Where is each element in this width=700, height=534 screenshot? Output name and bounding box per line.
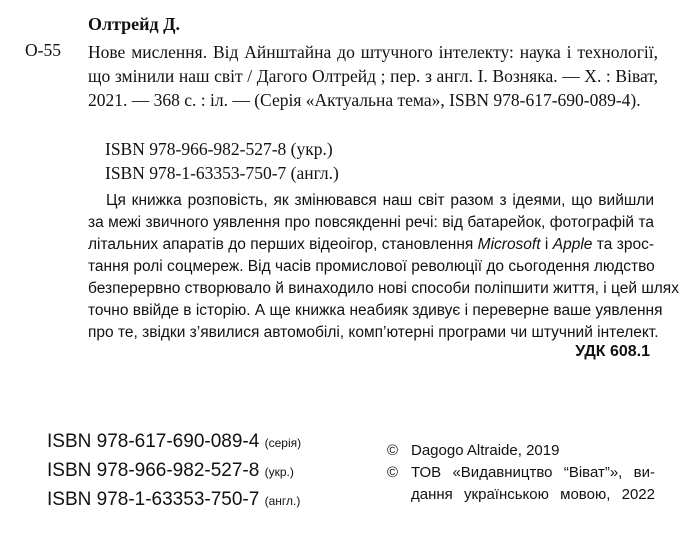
isbn-bottom-block [47,428,301,515]
copyright-author [387,440,655,462]
udk-code: УДК 608.1 [575,343,650,360]
copyright-icon: © [387,464,399,481]
isbn-eng: ISBN 978-1-63353-750-7 (англ.) [105,163,339,183]
author-name: Олтрейд Д. [88,14,181,34]
annotation-line: Ця книжка розповість, як змінювався наш світ разом з ідеями, що вийшли [106,192,654,209]
bibliographic-description: Нове мислення. Від Айнштайна до штучного інтелекту: наука і технології, що змінили наш світ / Дагого Олтрейд ; пер. з англ. І. Возняка. — Х. : Віват, 2021. — 368 с. : іл. — (Серія «Актуальна тема», ISBN 978-617-690-089-4). [88,42,658,110]
isbn-note: (англ.) [264,494,301,508]
catalog-code: О-55 [25,40,61,60]
isbn-bottom-row [47,486,301,515]
isbn-note: (серія) [264,436,302,450]
annotation-line: безперервно створювало й винаходило нові способи поліпшити життя, і цей шлях [88,280,679,297]
copyright-publisher [387,462,655,484]
copyright-block [387,440,655,506]
copyright-icon: © [387,442,399,459]
annotation-line: тання ролі соцмереж. Від часів промислової революції до сьогодення людство [88,258,655,275]
annotation [88,190,679,344]
isbn-bottom-row [47,428,301,457]
annotation-line: точно ввійде в історію. А ще книжка неабияк здивує і переверне ваше уявлення [88,302,663,319]
isbn-number: ISBN 978-617-690-089-4 [47,431,260,452]
brand-name: Apple [552,236,593,253]
isbn-ukr: ISBN 978-966-982-527-8 (укр.) [105,139,333,159]
brand-name: Microsoft [477,236,541,253]
annotation-line: за межі звичного уявлення про повсякденні речі: від батарейок, фотографій та [88,214,654,231]
annotation-line: літальних апаратів до перших відеоігор, становлення Microsoft і Apple та зрос- [88,236,654,253]
isbn-list [105,137,339,185]
copyright-author-text: Dagogo Altraide, 2019 [411,442,560,459]
annotation-line: про те, звідки з’явилися автомобілі, комп’ютерні програми чи штучний інтелект. [88,324,659,341]
isbn-note: (укр.) [264,465,294,479]
isbn-number: ISBN 978-1-63353-750-7 [47,489,260,510]
isbn-bottom-row [47,457,301,486]
copyright-publisher-text: ТОВ «Видавництво “Віват”», ви- [411,464,655,481]
isbn-number: ISBN 978-966-982-527-8 [47,460,260,481]
copyright-publisher-continued: дання українською мовою, 2022 [411,486,655,503]
